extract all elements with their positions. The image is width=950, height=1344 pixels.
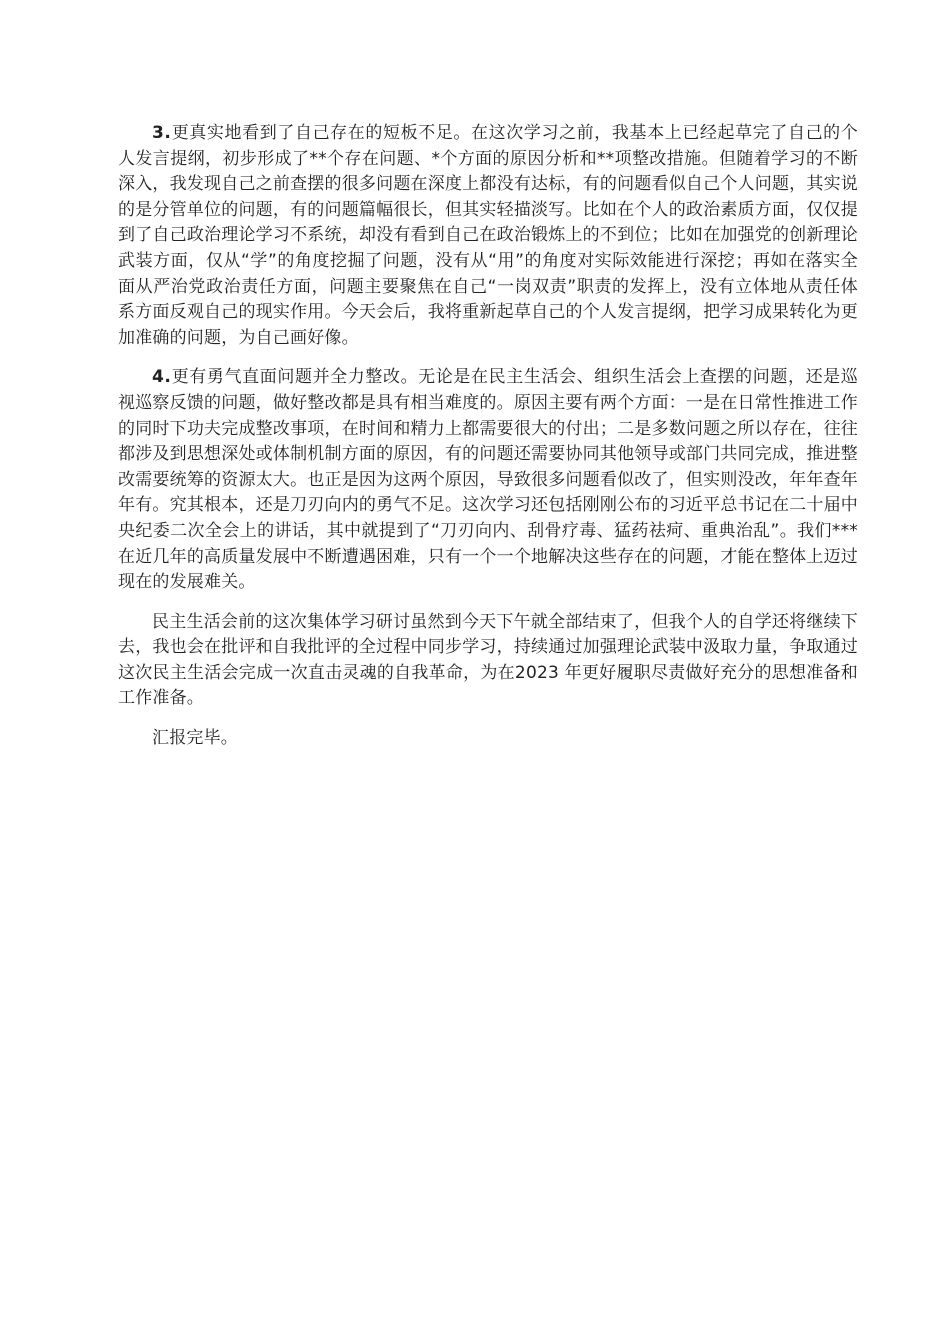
paragraph-number: 3. <box>152 123 172 143</box>
paragraph-4 <box>118 365 858 595</box>
paragraph-number: 4. <box>152 367 172 388</box>
closing-line: 汇报完毕。 <box>152 728 238 749</box>
paragraph-text: 民主生活会前的这次集体学习研讨虽然到今天下午就全部结束了，但我个人的自学还将继续下去，我也会在批评和自我批评的全过程中同步学习，持续通过加强理论武装中汲取力量，争取通过这次民主生活会完成一次直击灵魂的自我革命，为在2023 年更好履职尽责做好充分的思想准备和工作准备。 <box>118 611 858 709</box>
paragraph-text: 更真实地看到了自己存在的短板不足。在这次学习之前，我基本上已经起草完了自己的个人发言提纲，初步形成了**个存在问题、*个方面的原因分析和**项整改措施。但随着学习的不断深入，我发现自己之前查摆的很多问题在深度上都没有达标，有的问题看似自己个人问题，其实说的是分管单位的问题，有的问题篇幅很长，但其实轻描淡写。比如在个人的政治素质方面，仅仅提到了自己政治理论学习不系统，却没有看到自己在政治锻炼上的不到位；比如在加强党的创新理论武装方面，仅从“学”的角度挖掘了问题，没有从“用”的角度对实际效能进行深挖；再如在落实全面从严治党政治责任方面，问题主要聚焦在自己“一岗双责”职责的发挥上，没有立体地从责任体系方面反观自己的现实作用。今天会后，我将重新起草自己的个人发言提纲，把学习成果转化为更加准确的问题，为自己画好像。 <box>118 123 858 348</box>
paragraph-3 <box>118 121 858 351</box>
document-body <box>118 121 858 766</box>
paragraph-conclusion <box>118 610 858 712</box>
paragraph-text: 更有勇气直面问题并全力整改。无论是在民主生活会、组织生活会上查摆的问题，还是巡视巡察反馈的问题，做好整改都是具有相当难度的。原因主要有两个方面：一是在日常性推进工作的同时下功夫完成整改事项，在时间和精力上都需要很大的付出；二是多数问题之所以存在，往往都涉及到思想深处或体制机制方面的原因，有的问题还需要协同其他领导或部门共同完成，推进整改需要统筹的资源太大。也正是因为这两个原因，导致很多问题看似改了，但实则没改，年年查年年有。究其根本，还是刀刃向内的勇气不足。这次学习还包括刚刚公布的习近平总书记在二十届中央纪委二次全会上的讲话，其中就提到了“刀刃向内、刮骨疗毒、猛药祛疴、重典治乱”。我们***在近几年的高质量发展中不断遭遇困难，只有一个一个地解决这些存在的问题，才能在整体上迈过现在的发展难关。 <box>118 367 858 593</box>
